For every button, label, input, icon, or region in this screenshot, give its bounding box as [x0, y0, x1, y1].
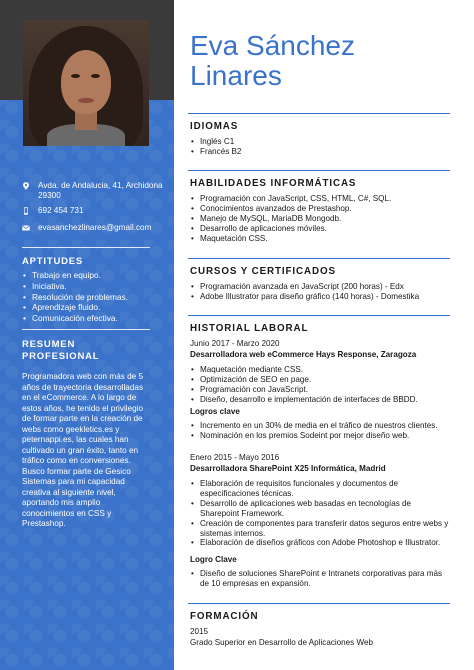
sidebar [0, 0, 174, 670]
resumen-text: Programadora web con más de 5 años de trayectoria desarrolladas en el eCommerce. A lo largo de estos años, he tenido el privilegio de formar parte en la creación de webs como geekletics.es y peternappi.es, las cuales han cultivado un gran éxito, tanto en tráfico como en conversiones. Busco formar parte de Gesico Sistemas para mi capacidad creativa al siguiente nivel, aportando mis amplio conocimientos en CSS y Prestashop. [22, 372, 144, 528]
cursos-list [190, 282, 450, 302]
habilidades-list [190, 194, 450, 244]
task-item: • Maquetación mediante CSS. [190, 365, 450, 375]
job-company: Desarrolladora SharePoint X25 Informática, Madrid [190, 464, 386, 473]
skill-item: • Programación con JavaScript, CSS, HTML, C#, SQL. [190, 194, 450, 204]
course-item: • Adobe Illustrator para diseño gráfico (140 horas) - Domestika [190, 292, 450, 302]
name-second-line: Linares [190, 60, 282, 91]
language-item: • Francés B2 [190, 147, 450, 157]
section-divider [188, 170, 450, 171]
address-text: Avda. de Andalucia, 41, Archidona 29300 [38, 181, 163, 200]
sidebar-divider [22, 247, 150, 248]
formacion-title: FORMACIÓN [190, 611, 259, 622]
task-item: • Diseño, desarrollo e implementación de interfaces de BBDD. [190, 395, 450, 405]
achievement-item: • Nominación en los premios Sodeint por mejor diseño web. [190, 431, 450, 441]
resumen-title: RESUMEN PROFESIONAL [22, 339, 100, 362]
aptitudes-title: APTITUDES [22, 256, 84, 267]
job-logros-list [190, 421, 450, 441]
skill-item: • Desarrollo de aplicaciones móviles. [190, 224, 450, 234]
email-text[interactable]: evasanchezlinares@gmail.com [38, 223, 152, 232]
task-item: • Creación de componentes para transferir datos seguros entre webs y sistemas internos. [190, 519, 450, 539]
language-item: • Inglés C1 [190, 137, 450, 147]
task-item: • Elaboración de diseños gráficos con Adobe Photoshop e Illustrator. [190, 538, 450, 548]
section-divider [188, 113, 450, 114]
formacion-degree: Grado Superior en Desarrollo de Aplicaciones Web [190, 638, 373, 647]
aptitude-item: • Aprendizaje fluido. [22, 302, 128, 313]
skill-item: • Maquetación CSS. [190, 234, 450, 244]
task-item: • Programación con JavaScript. [190, 385, 450, 395]
mail-icon [22, 224, 30, 232]
section-divider [188, 603, 450, 604]
job-dates: Junio 2017 - Marzo 2020 [190, 339, 280, 348]
task-item: • Optimización de SEO en page. [190, 375, 450, 385]
job-company: Desarrolladora web eCommerce Hays Response, Zaragoza [190, 350, 417, 359]
aptitudes-list [22, 270, 128, 324]
section-divider [188, 258, 450, 259]
aptitude-item: • Resolución de problemas. [22, 292, 128, 303]
achievement-item: • Incremento en un 30% de media en el tráfico de nuestros clientes. [190, 421, 450, 431]
job-dates: Enero 2015 - Mayo 2016 [190, 453, 280, 462]
task-item: • Desarrollo de aplicaciones web basadas en tecnologías de Sharepoint Framework. [190, 499, 450, 519]
job-tasks-list [190, 365, 450, 405]
logros-label: Logro Clave [190, 555, 237, 564]
profile-photo [23, 20, 149, 146]
phone-text: 692 454 731 [38, 206, 84, 215]
aptitude-item: • Trabajo en equipo. [22, 270, 128, 281]
job-tasks-list [190, 479, 450, 548]
formacion-year: 2015 [190, 627, 209, 636]
idiomas-title: IDIOMAS [190, 121, 239, 132]
course-item: • Programación avanzada en JavaScript (200 horas) - Edx [190, 282, 450, 292]
habilidades-title: HABILIDADES INFORMÁTICAS [190, 178, 357, 189]
skill-item: • Manejo de MySQL, MariaDB Mongodb. [190, 214, 450, 224]
phone-icon [22, 207, 30, 215]
historial-title: HISTORIAL LABORAL [190, 323, 309, 334]
idiomas-list [190, 137, 450, 157]
achievement-item: • Diseño de soluciones SharePoint e Intranets corporativas para más de 10 empresas en expansión. [190, 569, 450, 589]
sidebar-divider [22, 329, 150, 330]
skill-item: • Conocimientos avanzados de Prestashop. [190, 204, 450, 214]
aptitude-item: • Comunicación efectiva. [22, 313, 128, 324]
location-pin-icon [22, 182, 30, 190]
section-divider [188, 315, 450, 316]
logros-label: Logros clave [190, 407, 240, 416]
name-first-line: Eva Sánchez [190, 30, 355, 61]
aptitude-item: • Iniciativa. [22, 281, 128, 292]
job-logros-list [190, 569, 450, 589]
task-item: • Elaboración de requisitos funcionales y documentos de especificaciones técnicas. [190, 479, 450, 499]
cursos-title: CURSOS Y CERTIFICADOS [190, 266, 336, 277]
